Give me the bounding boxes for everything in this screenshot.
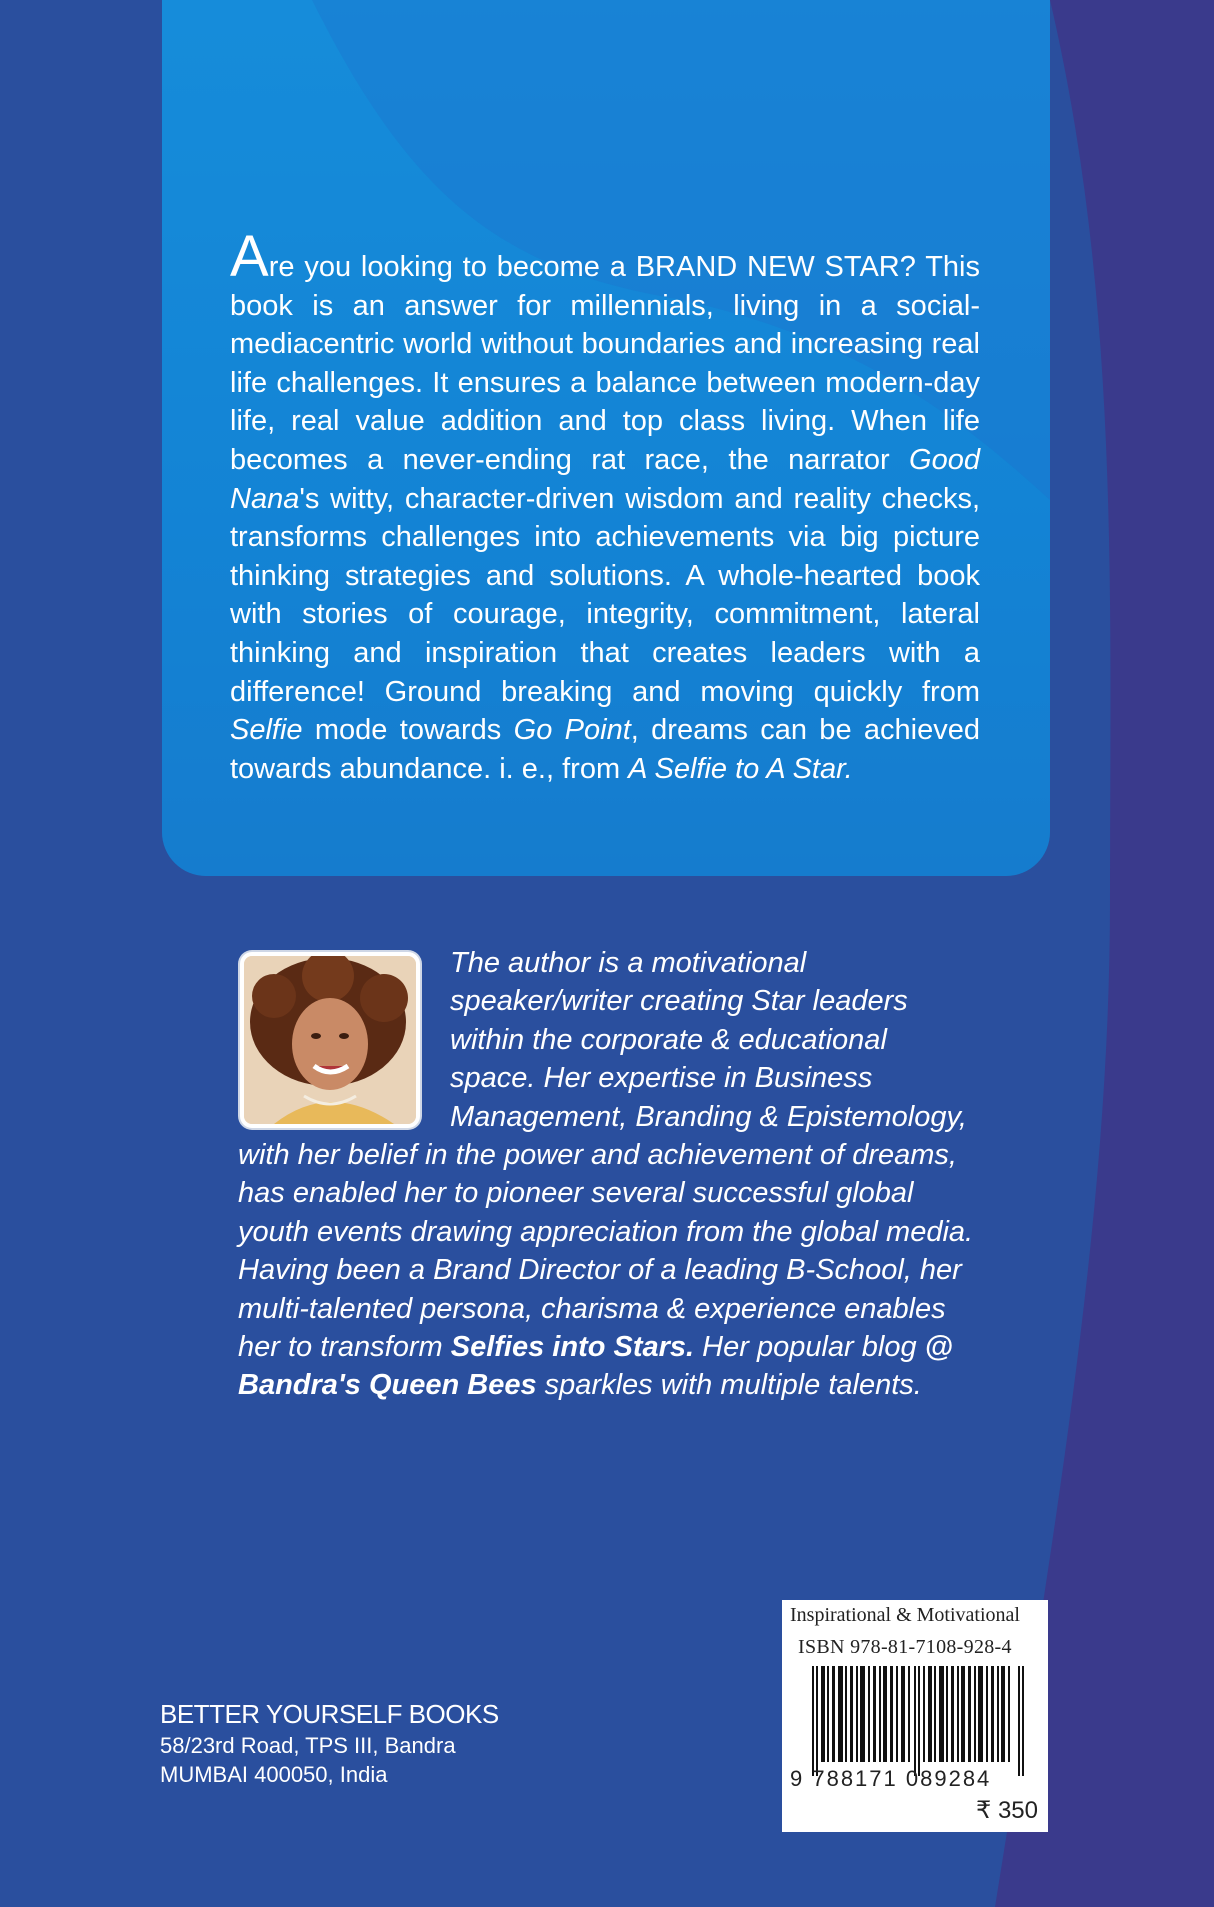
publisher-name: BETTER YOURSELF BOOKS [160, 1699, 499, 1729]
author-bio: The author is a motivational speaker/writer creating Star leaders within the corporate & educational space. Her expertise in Business Management, Branding & Epistemology, with her belief in the power and achievement of dreams, has enabled her to pioneer several successful global youth events drawing appreciation from the global media. Having been a Brand Director of a leading B-School, her multi-talented persona, charisma & experience enables her to transform Selfies into Stars. Her popular blog @ Bandra's Queen Bees sparkles with multiple talents. [238, 947, 974, 1402]
author-photo [240, 952, 420, 1128]
barcode-label [782, 1600, 1048, 1832]
publisher-address-1: 58/23rd Road, TPS III, Bandra [160, 1733, 456, 1758]
barcode-digits: 9 788171 089284 [790, 1766, 992, 1791]
publisher-info [160, 1697, 499, 1789]
author-portrait-icon [244, 956, 416, 1124]
barcode-icon [812, 1666, 1024, 1776]
dropcap-letter: A [230, 224, 269, 289]
isbn-number: ISBN 978-81-7108-928-4 [798, 1636, 1012, 1658]
back-cover-blurb: Are you looking to become a BRAND NEW STAR? This book is an answer for millennials, living in a social-mediacentric world without boundaries and increasing real life challenges. It ensures a balance between modern-day life, real value addition and top class living. When life becomes a never-ending rat race, the narrator Good Nana's witty, character-driven wisdom and reality checks, transforms challenges into achievements via big picture thinking strategies and solutions. A whole-hearted book with stories of courage, integrity, commitment, lateral thinking and inspiration that creates leaders with a difference! Ground breaking and moving quickly from Selfie mode towards Go Point, dreams can be achieved towards abundance. i. e., from A Selfie to A Star. [230, 224, 980, 785]
genre-label: Inspirational & Motivational [790, 1604, 1020, 1626]
price-label: ₹ 350 [976, 1797, 1038, 1824]
publisher-address-2: MUMBAI 400050, India [160, 1762, 388, 1787]
